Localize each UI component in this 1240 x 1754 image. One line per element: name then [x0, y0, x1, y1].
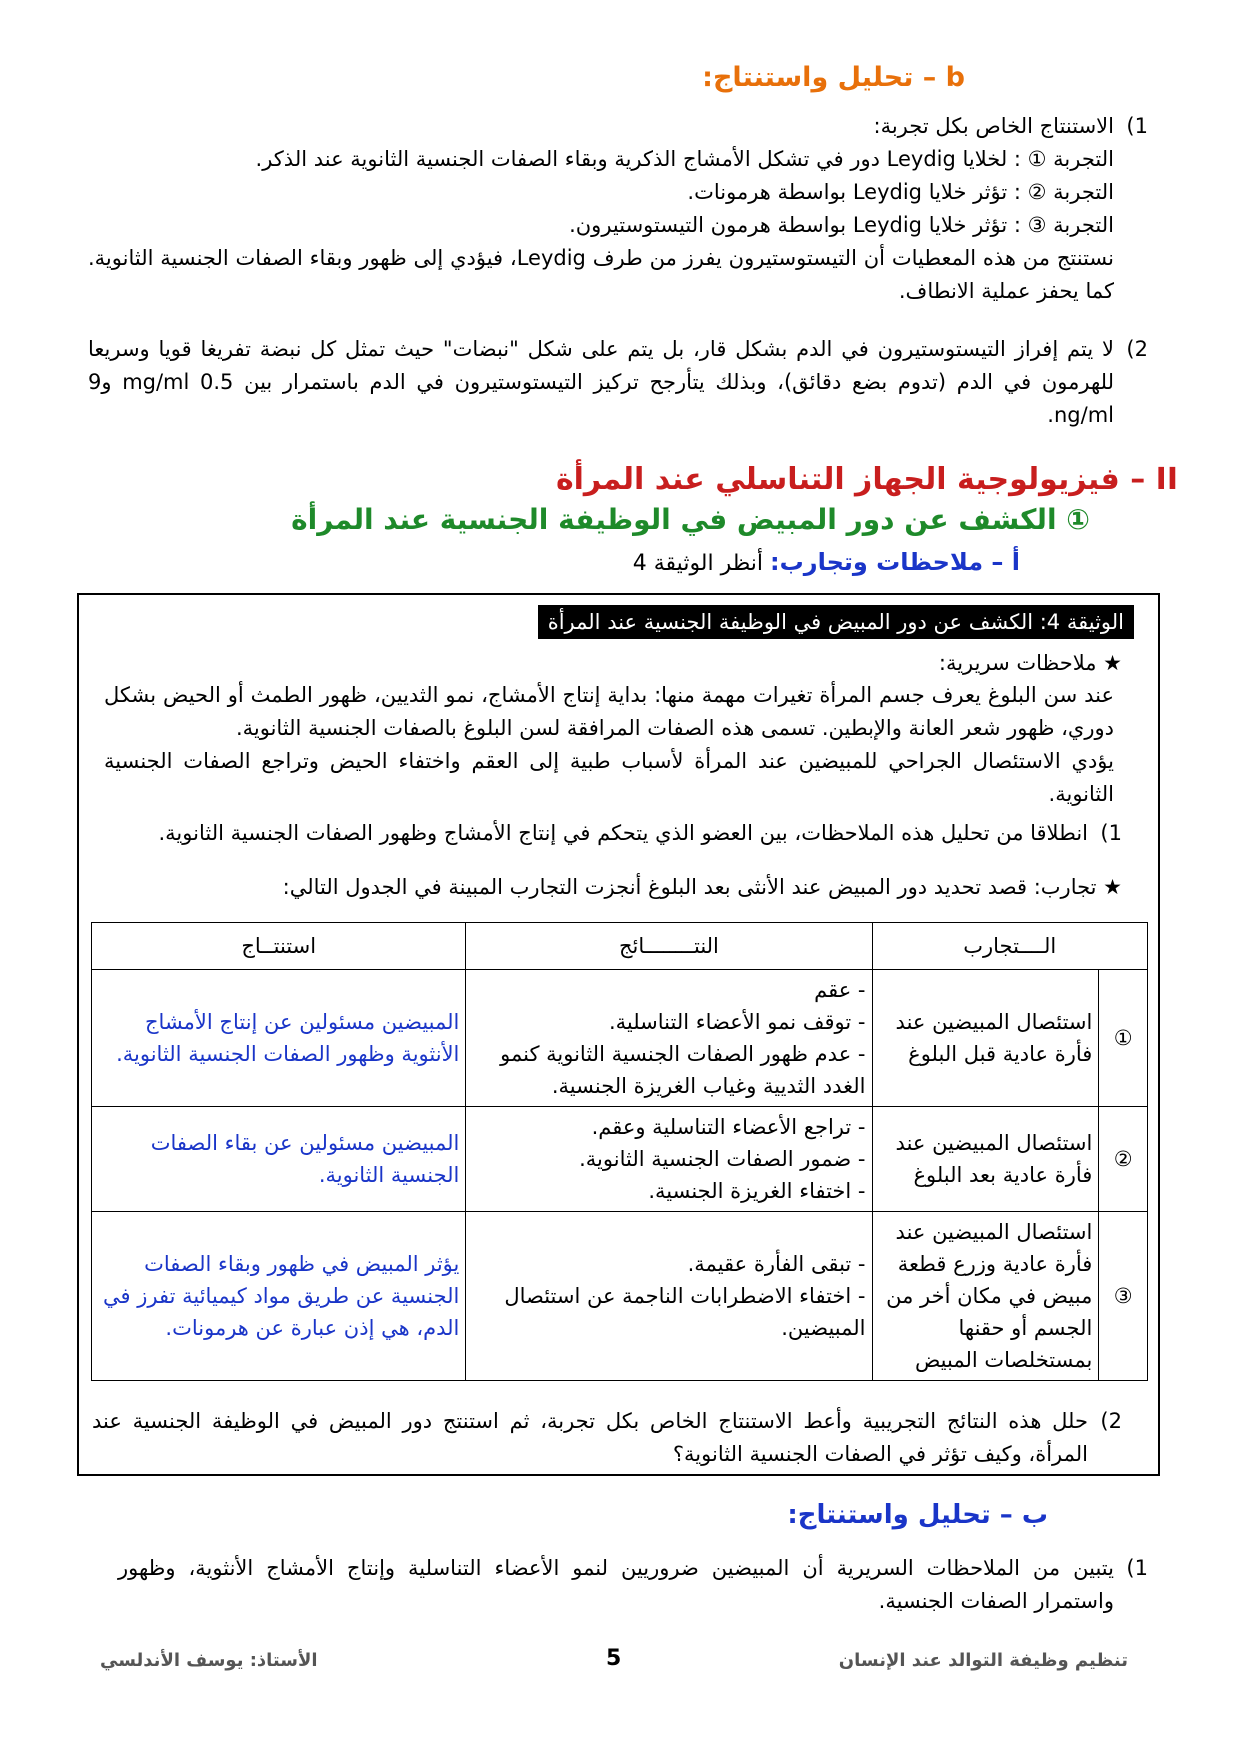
sub-a-ref: أنظر الوثيقة 4 — [632, 551, 764, 576]
row-number: ③ — [1099, 1212, 1148, 1381]
conclusion-intro: الاستنتاج الخاص بكل تجربة: — [873, 114, 1114, 138]
clinical-text-2: يؤدي الاستئصال الجراحي للمبيضين عند المرأة لأسباب طبية إلى العقم واختفاء الحيض وتراجع الصفات الجنسية الثانوية. — [104, 749, 1114, 806]
conclusion-line: التجربة ① : لخلايا Leydig دور في تشكل الأمشاج الذكرية وبقاء الصفات الجنسية الثانوية عند الذكر. — [255, 147, 1114, 171]
sub-a-line — [633, 548, 1020, 576]
question-2-text: حلل هذه النتائج التجريبية وأعط الاستنتاج الخاص بكل تجربة، ثم استنتج دور المبيض في الوظيفة الجنسية عند المرأة، وكيف تؤثر في الصفات الجنسية الثانوية؟ — [92, 1409, 1088, 1466]
row-number: ② — [1099, 1107, 1148, 1212]
section-II-heading: II – فيزيولوجية الجهاز التناسلي عند المرأة — [555, 462, 1178, 497]
answer-1-text: يتبين من الملاحظات السريرية أن المبيضين ضروريين لنمو الأعضاء التناسلية وإنتاج الأمشاج الأنثوية، وظهور واستمرار الصفات الجنسية. — [118, 1556, 1114, 1613]
header-conclusion: استنتــاج — [92, 923, 466, 970]
row-results — [466, 970, 872, 1107]
section-b-heading: b – تحليل واستنتاج: — [702, 62, 965, 93]
result-line: - تراجع الأعضاء التناسلية وعقم. — [591, 1115, 866, 1139]
document-4-box — [77, 593, 1160, 1476]
row-results — [466, 1212, 872, 1381]
question-1-text: انطلاقا من تحليل هذه الملاحظات، بين العضو الذي يتحكم في إنتاج الأمشاج وظهور الصفات الجنسية الثانوية. — [158, 821, 1088, 845]
header-results: النتــــــــائج — [466, 923, 872, 970]
row-conclusion: المبيضين مسئولين عن إنتاج الأمشاج الأنثوية وظهور الصفات الجنسية الثانوية. — [92, 970, 466, 1107]
sub-a-heading: أ – ملاحظات وتجارب: — [770, 548, 1020, 576]
result-line: - توقف نمو الأعضاء التناسلية. — [608, 1010, 866, 1034]
row-number: ① — [1099, 970, 1148, 1107]
conclusion-item-2-text: لا يتم إفراز التيستوستيرون في الدم بشكل قار، بل يتم على شكل "نبضات" حيث تمثل كل نبضة تفريغا قويا وسريعا للهرمون في الدم (تدوم بضع دقائق)، وبذلك يتأرجح تركيز التيستوستيرون في الدم باستمرار بين 0.5 mg/ml و9 ng/ml. — [88, 337, 1114, 427]
sub1-heading: ① الكشف عن دور المبيض في الوظيفة الجنسية عند المرأة — [291, 503, 1090, 536]
conclusion-line: نستنتج من هذه المعطيات أن التيستوستيرون يفرز من طرف Leydig، فيؤدي إلى ظهور وبقاء الصفات الجنسية الثانوية. كما يحفز عملية الانطاف. — [88, 246, 1114, 303]
row-experiment: استئصال المبيضين عند فأرة عادية قبل البلوغ — [872, 970, 1099, 1107]
row-experiment: استئصال المبيضين عند فأرة عادية وزرع قطعة مبيض في مكان أخر من الجسم أو حقنها بمستخلصات المبيض — [872, 1212, 1099, 1381]
conclusion-item-1: 1) الاستنتاج الخاص بكل تجربة: التجربة ① : لخلايا Leydig دور في تشكل الأمشاج الذكرية وبقاء الصفات الجنسية الثانوية عند الذكر. التجربة ② : تؤثر خلايا Leydig بواسطة هرمونات. التجربة ③ : تؤثر خلايا Leydig بواسطة هرمون التيستوستيرون. نستنتج من هذه المعطيات أن التيستوستيرون يفرز من طرف Leydig، فيؤدي إلى ظهور وبقاء الصفات الجنسية الثانوية. كما يحفز عملية الانطاف. — [88, 110, 1148, 308]
answer-1: 1) يتبين من الملاحظات السريرية أن المبيضين ضروريين لنمو الأعضاء التناسلية وإنتاج الأمشاج الأنثوية، وظهور واستمرار الصفات الجنسية. — [118, 1552, 1148, 1618]
footer-author: الأستاذ: يوسف الأندلسي — [100, 1650, 318, 1671]
result-line: - اختفاء الاضطرابات الناجمة عن استئصال المبيضين. — [504, 1284, 866, 1340]
question-2: 2) حلل هذه النتائج التجريبية وأعط الاستنتاج الخاص بكل تجربة، ثم استنتج دور المبيض في الوظيفة الجنسية عند المرأة، وكيف تؤثر في الصفات الجنسية الثانوية؟ — [92, 1405, 1122, 1471]
experiments-label: ★ تجارب: قصد تحديد دور المبيض عند الأنثى بعد البلوغ أنجزت التجارب المبينة في الجدول التالي: — [282, 875, 1122, 899]
row-conclusion: المبيضين مسئولين عن بقاء الصفات الجنسية الثانوية. — [92, 1107, 466, 1212]
sub-b-heading: ب – تحليل واستنتاج: — [787, 1500, 1048, 1530]
result-line: - عقم — [814, 978, 866, 1002]
table-row — [92, 1107, 1148, 1212]
row-experiment: استئصال المبيضين عند فأرة عادية بعد البلوغ — [872, 1107, 1099, 1212]
row-results — [466, 1107, 872, 1212]
conclusion-line: التجربة ③ : تؤثر خلايا Leydig بواسطة هرمون التيستوستيرون. — [569, 213, 1114, 237]
result-line: - عدم ظهور الصفات الجنسية الثانوية كنمو الغدد الثديية وغياب الغريزة الجنسية. — [500, 1042, 866, 1098]
footer-title: تنظيم وظيفة التوالد عند الإنسان — [838, 1650, 1128, 1671]
clinical-text: عند سن البلوغ يعرف جسم المرأة تغيرات مهمة منها: بداية إنتاج الأمشاج، نمو الثديين، ظهور الطمث أو الحيض بشكل دوري، ظهور شعر العانة والإبطين. تسمى هذه الصفات المرافقة لسن البلوغ بالصفات الجنسية الثانوية. — [104, 683, 1114, 740]
table-header-row — [92, 923, 1148, 970]
experiments-table — [91, 922, 1148, 1381]
page-number: 5 — [606, 1646, 622, 1671]
table-row — [92, 970, 1148, 1107]
conclusion-line: التجربة ② : تؤثر خلايا Leydig بواسطة هرمونات. — [687, 180, 1114, 204]
result-line: - تبقى الفأرة عقيمة. — [687, 1252, 866, 1276]
conclusion-item-2: 2) لا يتم إفراز التيستوستيرون في الدم بشكل قار، بل يتم على شكل "نبضات" حيث تمثل كل نبضة تفريغا قويا وسريعا للهرمون في الدم (تدوم بضع دقائق)، وبذلك يتأرجح تركيز التيستوستيرون في الدم باستمرار بين 0.5 mg/ml و9 ng/ml. — [88, 333, 1148, 432]
clinical-label: ★ ملاحظات سريرية: — [938, 651, 1122, 675]
table-row — [92, 1212, 1148, 1381]
result-line: - اختفاء الغريزة الجنسية. — [648, 1179, 866, 1203]
document-4-title: الوثيقة 4: الكشف عن دور المبيض في الوظيفة الجنسية عند المرأة — [538, 605, 1134, 639]
row-conclusion: يؤثر المبيض في ظهور وبقاء الصفات الجنسية عن طريق مواد كيميائية تفرز في الدم، هي إذن عبارة عن هرمونات. — [92, 1212, 466, 1381]
header-experiments: الــــتجارب — [872, 923, 1148, 970]
result-line: - ضمور الصفات الجنسية الثانوية. — [579, 1147, 866, 1171]
question-1: 1) انطلاقا من تحليل هذه الملاحظات، بين العضو الذي يتحكم في إنتاج الأمشاج وظهور الصفات الجنسية الثانوية. — [92, 817, 1122, 850]
